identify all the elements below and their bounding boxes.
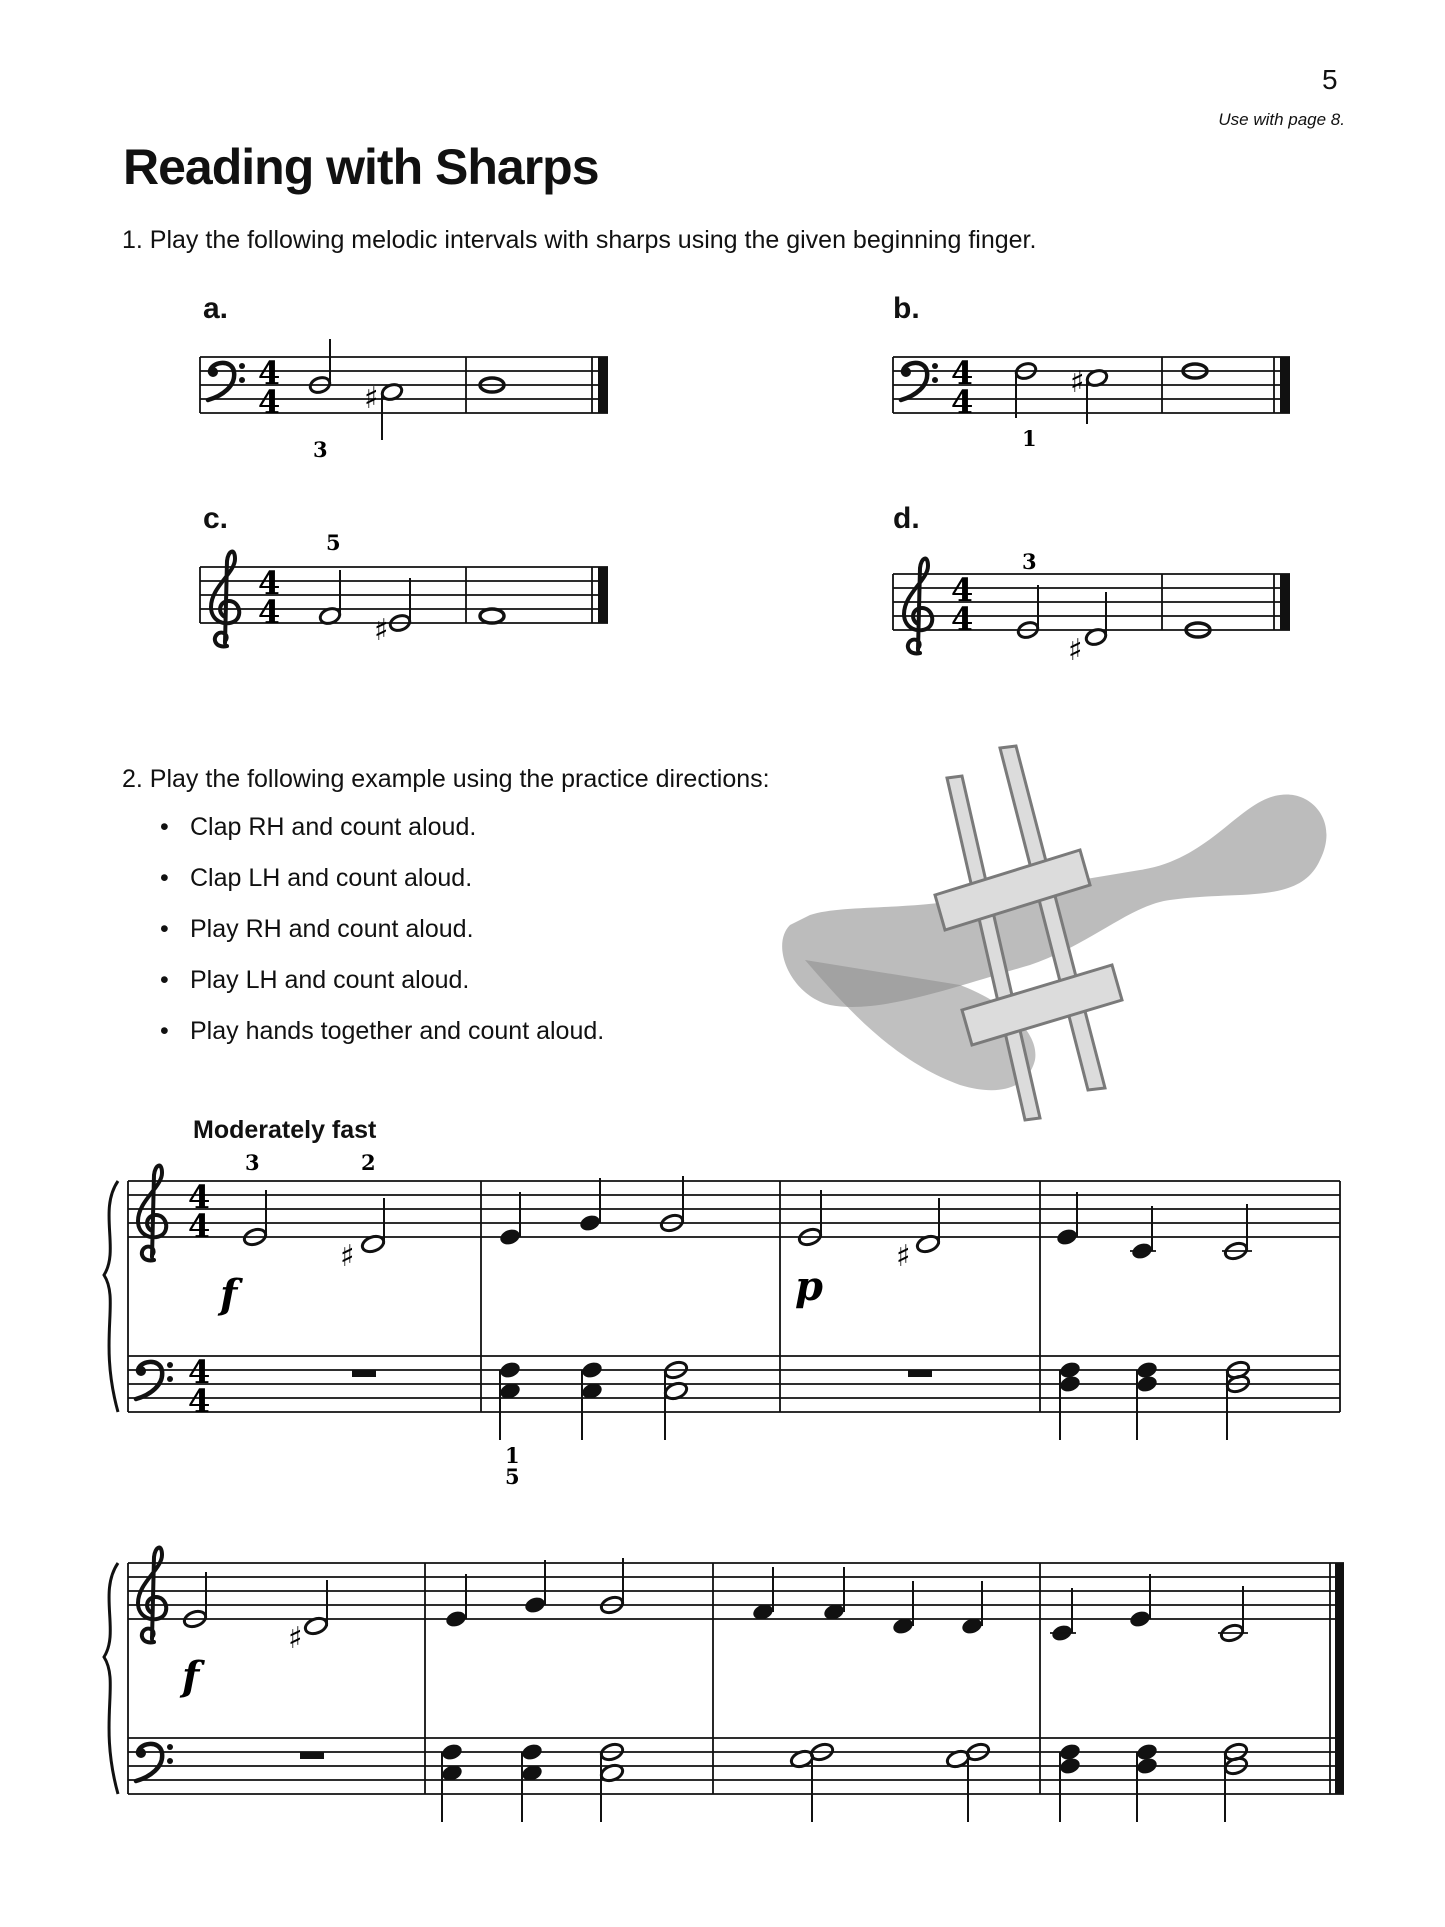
bass-clef-icon xyxy=(136,1744,173,1781)
use-with-note: Use with page 8. xyxy=(1218,110,1345,129)
svg-text:4: 4 xyxy=(188,1382,211,1420)
treble-clef-icon xyxy=(904,559,932,654)
svg-text:♯: ♯ xyxy=(1068,633,1083,668)
example-d-staff xyxy=(893,549,1290,668)
svg-text:♯: ♯ xyxy=(340,1239,355,1274)
fingering-number: 3 xyxy=(1022,549,1037,574)
example-label-d: d. xyxy=(893,502,920,535)
svg-text:4: 4 xyxy=(188,1178,211,1216)
bass-clef-icon xyxy=(901,363,938,400)
bass-clef-icon xyxy=(136,1362,173,1399)
time-signature-top: 4 xyxy=(258,354,281,392)
sharp-sign-illustration xyxy=(782,746,1326,1120)
practice-direction: • Clap RH and count aloud. xyxy=(158,812,604,863)
treble-clef-icon xyxy=(211,552,239,647)
fingering-number: 5 xyxy=(505,1464,520,1489)
treble-clef-icon xyxy=(138,1548,166,1643)
svg-text:♯: ♯ xyxy=(288,1621,303,1656)
bass-clef-icon xyxy=(208,363,245,400)
example-a-staff xyxy=(200,339,608,462)
piece-system-2 xyxy=(104,1548,1344,1822)
svg-text:4: 4 xyxy=(188,1207,211,1245)
fingering-number: 2 xyxy=(361,1150,376,1175)
svg-text:4: 4 xyxy=(258,564,281,602)
practice-direction: • Play hands together and count aloud. xyxy=(158,1016,604,1067)
fingering-number: 3 xyxy=(313,437,328,462)
treble-clef-icon xyxy=(138,1166,166,1261)
example-c-staff xyxy=(200,530,608,648)
svg-text:4: 4 xyxy=(951,600,974,638)
svg-text:♯: ♯ xyxy=(364,381,379,416)
svg-text:4: 4 xyxy=(951,571,974,609)
example-label-c: c. xyxy=(203,502,229,535)
svg-text:♯: ♯ xyxy=(896,1239,911,1274)
svg-text:4: 4 xyxy=(188,1353,211,1391)
svg-text:4: 4 xyxy=(258,593,281,631)
fingering-number: 5 xyxy=(326,530,341,555)
instruction-1: 1. Play the following melodic intervals with sharps using the given beginning finger. xyxy=(122,226,1037,254)
example-label-a: a. xyxy=(203,292,229,325)
practice-direction: • Play RH and count aloud. xyxy=(158,914,604,965)
dynamic-marking: f xyxy=(220,1271,238,1318)
practice-direction: • Clap LH and count aloud. xyxy=(158,863,604,914)
svg-text:♯: ♯ xyxy=(1070,365,1085,400)
example-label-b: b. xyxy=(893,292,920,325)
fingering-number: 3 xyxy=(245,1150,260,1175)
page-title: Reading with Sharps xyxy=(123,139,599,195)
example-b-staff xyxy=(893,354,1290,451)
fingering-number: 1 xyxy=(1022,426,1037,451)
dynamic-marking: f xyxy=(182,1653,200,1700)
svg-text:♯: ♯ xyxy=(374,613,389,648)
tempo-marking: Moderately fast xyxy=(193,1116,377,1144)
fingering-number: 1 xyxy=(505,1443,520,1468)
svg-text:4: 4 xyxy=(951,383,974,421)
dynamic-marking: p xyxy=(795,1263,823,1310)
instruction-2: 2. Play the following example using the practice directions: xyxy=(122,765,770,793)
practice-direction: • Play LH and count aloud. xyxy=(158,965,604,1016)
time-signature-bottom: 4 xyxy=(258,383,281,421)
svg-text:4: 4 xyxy=(951,354,974,392)
piece-system-1 xyxy=(104,1150,1340,1489)
page-number: 5 xyxy=(1322,64,1338,95)
